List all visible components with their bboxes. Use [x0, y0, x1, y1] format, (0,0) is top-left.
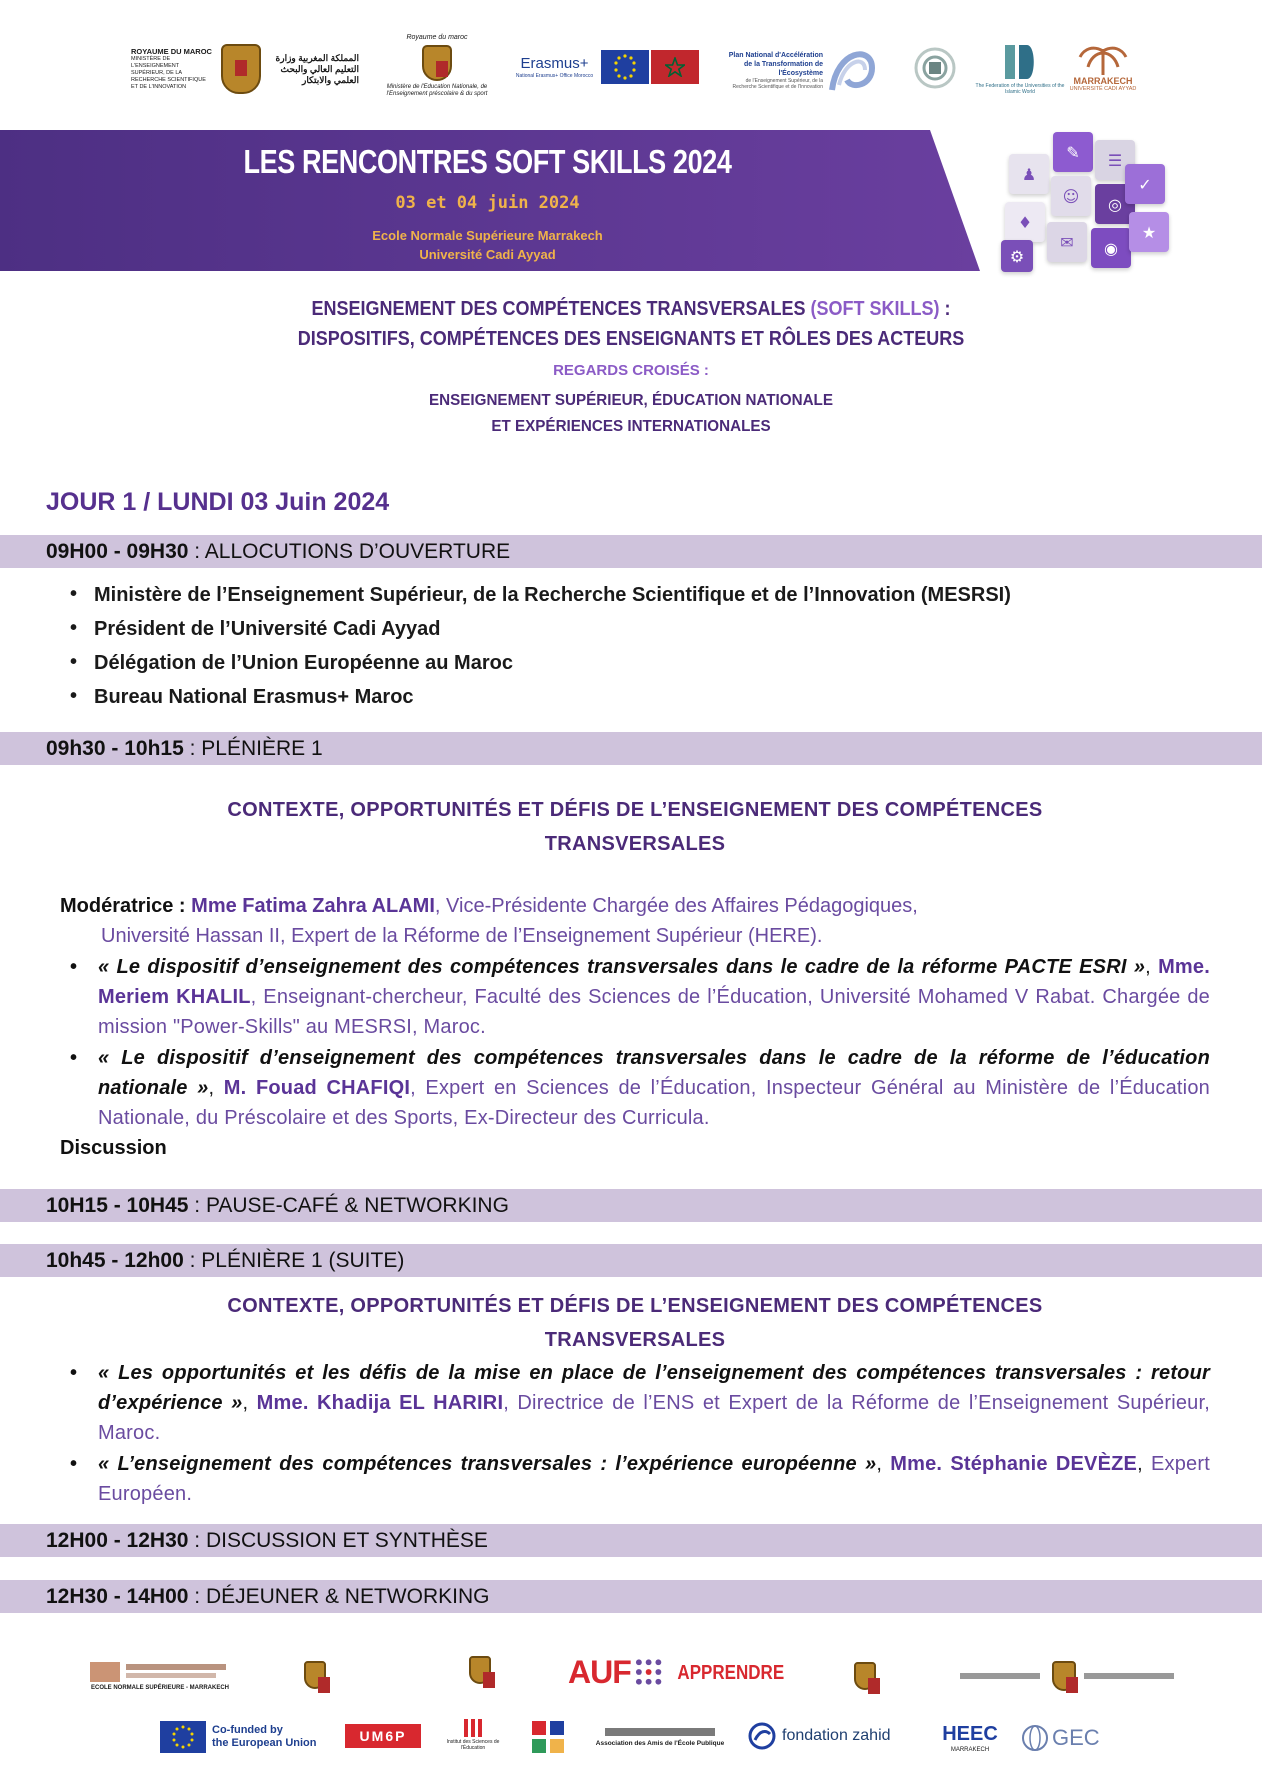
erasmus-sub: National Erasmus+ Office Morocco: [515, 72, 594, 79]
cube-icon: ⚙: [1001, 240, 1033, 272]
list-item: • Bureau National Erasmus+ Maroc: [70, 686, 1011, 709]
theme-line1: ENSEIGNEMENT DES COMPÉTENCES TRANSVERSALES: [311, 298, 811, 320]
globe-logo: [905, 32, 965, 104]
header-logo-strip: [0, 0, 1262, 128]
auf-text: AUF: [568, 1653, 631, 1690]
apprendre-text: APPRENDRE: [677, 1661, 785, 1684]
cadi-ayyad-logo: [1068, 30, 1138, 106]
federation-logo: [975, 32, 1065, 104]
opening-speakers-list: [70, 584, 1011, 720]
theme-soft-skills: (SOFT SKILLS): [810, 298, 940, 320]
cube-icon: ✎: [1053, 132, 1093, 172]
pleniere-suite-title-line1: CONTEXTE, OPPORTUNITÉS ET DÉFIS DE L’ENSEIGNEMENT DES COMPÉTENCES: [227, 1295, 1043, 1317]
gec-logo: [1020, 1718, 1110, 1758]
swirl-icon: [827, 40, 877, 100]
education-ministry-name: Ministère de l'Education Nationale, de l'Enseignement préscolaire & du sport: [386, 84, 488, 97]
session-label: : ALLOCUTIONS D’OUVERTURE: [188, 540, 511, 563]
pleniere-title-line1: CONTEXTE, OPPORTUNITÉS ET DÉFIS DE L’ENSEIGNEMENT DES COMPÉTENCES: [227, 799, 1043, 821]
heec-text: HEEC: [942, 1722, 998, 1745]
event-title: LES RENCONTRES SOFT SKILLS 2024: [243, 143, 732, 180]
session-label: : DISCUSSION ET SYNTHÈSE: [188, 1529, 488, 1552]
marrakech-text: MARRAKECH: [1073, 76, 1133, 86]
talk-title: « Les opportunités et les défis de la mise en place de l’enseignement des compétences transversales : retour d’expérience »: [98, 1362, 1210, 1414]
list-item: • Ministère de l’Enseignement Supérieur, de la Recherche Scientifique et de l’Innovation (MESRSI): [70, 584, 1011, 607]
cadi-ayyad-text: UNIVERSITÉ CADI AYYAD: [1069, 86, 1137, 92]
session-bar-synthese: [0, 1524, 1262, 1557]
crest-icon: [1052, 1661, 1076, 1691]
talk-speaker-desc: , Expert en Sciences de l’Éducation, Inspecteur Général au Ministère de l’Éducation Nationale, du Préscolaire et des Sports, Ex-Directeur des Curricula.: [98, 1077, 1210, 1129]
cube-icon: ☰: [1095, 140, 1135, 180]
moderator-label: Modératrice :: [60, 895, 192, 917]
session-bar-dejeuner: [0, 1580, 1262, 1613]
discussion-label: Discussion: [60, 1137, 167, 1159]
institut-name: Institut des Sciences de l'Éducation: [446, 1739, 500, 1751]
conference-theme: [63, 294, 1199, 354]
eu-cofunded-logo: [160, 1717, 330, 1757]
ministry-logo: [125, 38, 365, 100]
cube-icon: ♦: [1005, 202, 1045, 242]
federation-name: The Federation of the Universities of the Islamic World: [975, 83, 1065, 95]
crmef-logo: [795, 1650, 935, 1702]
puzzle-icon: [530, 1719, 566, 1755]
plan-national-logo: [725, 36, 880, 104]
day-title: JOUR 1 / LUNDI 03 Juin 2024: [46, 488, 390, 516]
globe-icon: [913, 46, 957, 90]
talk-item: • « Le dispositif d’enseignement des compétences transversales dans le cadre de la réforme PACTE ESRI », Mme. Meriem KHALIL, Enseignant-chercheur, Faculté des Sciences de l’Éducation, Université Mohamed V Rabat. Chargée de mission "Power-Skills" au MESRSI, Maroc.: [70, 952, 1210, 1042]
talk-item: • « Le dispositif d’enseignement des compétences transversales dans le cadre de la réforme de l’éducation nationale », M. Fouad CHAFIQI, Expert en Sciences de l’Éducation, Inspecteur Général au Ministère de l’Éducation Nationale, du Préscolaire et des Sports, Ex-Directeur des Curricula.: [70, 1043, 1210, 1133]
ens-logo-icon: [90, 1658, 230, 1684]
ministry-education-logo: [1052, 1650, 1182, 1702]
theme-line2: DISPOSITIFS, COMPÉTENCES DES ENSEIGNANTS ET RÔLES DES ACTEURS: [297, 328, 965, 350]
cube-icon: ◉: [1091, 228, 1131, 268]
palm-icon: [1078, 43, 1128, 77]
heec-sub: MARRAKECH: [950, 1746, 990, 1753]
academy-logo: [955, 1650, 1045, 1702]
session-label: : PLÉNIÈRE 1 (SUITE): [183, 1249, 405, 1272]
session-time: 09H00 - 09H30: [46, 540, 189, 563]
academy-text-mark: [960, 1673, 1040, 1679]
theme-perspectives: [32, 388, 1231, 440]
footer-logo-strip: [0, 1632, 1262, 1780]
talk-item: • « L’enseignement des compétences transversales : l’expérience européenne », Mme. Stéphanie DEVÈZE, Expert Européen.: [70, 1449, 1210, 1509]
perspectives-line1: ENSEIGNEMENT SUPÉRIEUR, ÉDUCATION NATIONALE: [429, 392, 833, 409]
talk-speaker: Mme. Stéphanie DEVÈZE: [890, 1453, 1138, 1475]
talk-speaker: M. Fouad CHAFIQI: [223, 1077, 411, 1099]
crmef-logo: [405, 1642, 555, 1698]
education-ministry-logo: [382, 26, 492, 106]
amis-name: Association des Amis de l'École Publique: [595, 1740, 725, 1747]
apprendre-logo: [668, 1656, 785, 1690]
regards-croises: REGARDS CROISÉS :: [553, 362, 709, 379]
session-time: 10h45 - 12h00: [46, 1249, 184, 1272]
crest-icon: [854, 1662, 876, 1690]
session-bar-pleniere: [0, 732, 1262, 765]
moderator-name: Mme Fatima Zahra ALAMI: [191, 895, 435, 917]
amis-ecole-logo: [580, 1720, 740, 1756]
education-top-text: Royaume du maroc: [406, 34, 468, 41]
session-time: 10H15 - 10H45: [46, 1194, 189, 1217]
ens-name: ECOLE NORMALE SUPÉRIEURE - MARRAKECH: [90, 1685, 229, 1691]
talk-title: « Le dispositif d’enseignement des compétences transversales dans le cadre de la réforme PACTE ESRI »: [98, 956, 1146, 978]
auf-logo: [568, 1652, 663, 1692]
talk-speaker: Mme. Khadija EL HARIRI: [256, 1392, 504, 1414]
zahid-text: fondation zahid: [782, 1727, 891, 1744]
ministry-name-ar: المملكة المغربية وزارة التعليم العالي والبحث العلمي والابتكار: [275, 52, 359, 85]
education-crest-icon: [422, 45, 452, 81]
talk-item: • « Les opportunités et les défis de la mise en place de l’enseignement des compétences transversales : retour d’expérience », Mme. Khadija EL HARIRI, Directrice de l’ENS et Expert de la Réforme de l’Enseignement Supérieur, Maroc.: [70, 1358, 1210, 1448]
pleniere-title: [0, 793, 1262, 861]
theme-colon: :: [939, 298, 951, 320]
puzzle-logo: [530, 1717, 570, 1757]
moderator-desc: , Vice-Présidente Chargée des Affaires Pédagogiques,: [434, 895, 918, 917]
session-bar-opening: [0, 535, 1262, 568]
talk-title: « Le dispositif d’enseignement des compétences transversales dans le cadre de la réforme de l’éducation nationale »: [98, 1047, 1210, 1099]
morocco-crest-icon: [221, 44, 261, 94]
heec-logo: [930, 1716, 1010, 1760]
talk-speaker-desc: Expert Européen.: [98, 1453, 1210, 1505]
cube-icon: ◎: [1095, 184, 1135, 224]
ministry-text-mark: [1084, 1673, 1174, 1679]
plan-sub: de l'Enseignement Supérieur, de la Recherche Scientifique et de l'Innovation: [732, 77, 823, 90]
federation-icon: [1000, 41, 1040, 83]
pleniere-suite-title-line2: TRANSVERSALES: [544, 1329, 726, 1351]
session-label: : PAUSE-CAFÉ & NETWORKING: [188, 1194, 509, 1217]
institut-logo: [438, 1717, 508, 1757]
talk-speaker: Mme. Meriem KHALIL: [98, 956, 1210, 1008]
zahid-icon: [748, 1722, 776, 1750]
cube-icon: ✉: [1047, 222, 1087, 262]
event-university: Université Cadi Ayyad: [419, 247, 556, 262]
crest-icon: [304, 1661, 326, 1689]
fondation-zahid-logo: [748, 1716, 893, 1756]
session-label: : PLÉNIÈRE 1: [183, 737, 323, 760]
talk-speaker-desc: , Enseignant-chercheur, Faculté des Sciences de l’Éducation, Université Mohamed V Rabat. Chargée de mission "Power-Skills" au MESRSI, Maroc.: [98, 986, 1211, 1038]
moderator-desc-2: Université Hassan II, Expert de la Réforme de l’Enseignement Supérieur (HERE).: [101, 925, 823, 947]
perspectives-line2: ET EXPÉRIENCES INTERNATIONALES: [491, 418, 771, 435]
moderator-line: [60, 891, 1220, 951]
talk-title: « L’enseignement des compétences transversales : l’expérience européenne »: [98, 1453, 877, 1475]
ministry-sub-fr: MINISTÈRE DE L'ENSEIGNEMENT SUPÉRIEUR, DE LA RECHERCHE SCIENTIFIQUE ET DE L'INNOVATION: [131, 55, 206, 90]
session-time: 12H30 - 14H00: [46, 1585, 189, 1608]
gec-globe-icon: [1020, 1723, 1050, 1753]
um6p-text: UM6P: [359, 1728, 407, 1744]
ens-marrakech-logo: [85, 1650, 235, 1700]
event-venue: Ecole Normale Supérieure Marrakech: [372, 228, 603, 243]
plan-title: Plan National d'Accélération de la Transformation de l'Écosystème: [728, 51, 823, 77]
crest-icon: [469, 1656, 491, 1684]
session-bar-pause: [0, 1189, 1262, 1222]
list-item: • Délégation de l’Union Européenne au Maroc: [70, 652, 1011, 675]
cube-icon: ☺: [1051, 176, 1091, 216]
pleniere-suite-title: [0, 1289, 1262, 1357]
eu-flag-icon: [160, 1721, 206, 1753]
cofunded-line1: Co-funded by: [212, 1724, 283, 1736]
ministry-name-fr: ROYAUME DU MAROC: [131, 46, 212, 56]
pleniere-title-line2: TRANSVERSALES: [544, 833, 726, 855]
cube-icon: ★: [1129, 212, 1169, 252]
amis-arabic-mark: [605, 1728, 715, 1736]
erasmus-text: Erasmus+: [520, 54, 589, 72]
cube-icon: ♟: [1009, 154, 1049, 194]
session-time: 09h30 - 10h15: [46, 737, 184, 760]
crmef-logo: [250, 1650, 380, 1700]
cube-icon: ✓: [1125, 164, 1165, 204]
session-time: 12H00 - 12H30: [46, 1529, 189, 1552]
um6p-logo: [345, 1724, 421, 1748]
eu-flag-icon: [601, 50, 649, 84]
skills-cubes-illustration: [995, 128, 1175, 278]
erasmus-logo: [505, 46, 710, 88]
cofunded-line2: the European Union: [212, 1737, 317, 1749]
morocco-flag-icon: [651, 50, 699, 84]
session-bar-pleniere-suite: [0, 1244, 1262, 1277]
gec-text: GEC: [1052, 1725, 1100, 1750]
auf-dots-icon: [634, 1657, 663, 1687]
talk-speaker-desc: , Directrice de l’ENS et Expert de la Réforme de l’Enseignement Supérieur, Maroc.: [98, 1392, 1211, 1444]
session-label: : DÉJEUNER & NETWORKING: [188, 1585, 490, 1608]
event-date: 03 et 04 juin 2024: [395, 193, 580, 213]
list-item: • Président de l’Université Cadi Ayyad: [70, 618, 1011, 641]
institut-icon: [462, 1717, 484, 1739]
